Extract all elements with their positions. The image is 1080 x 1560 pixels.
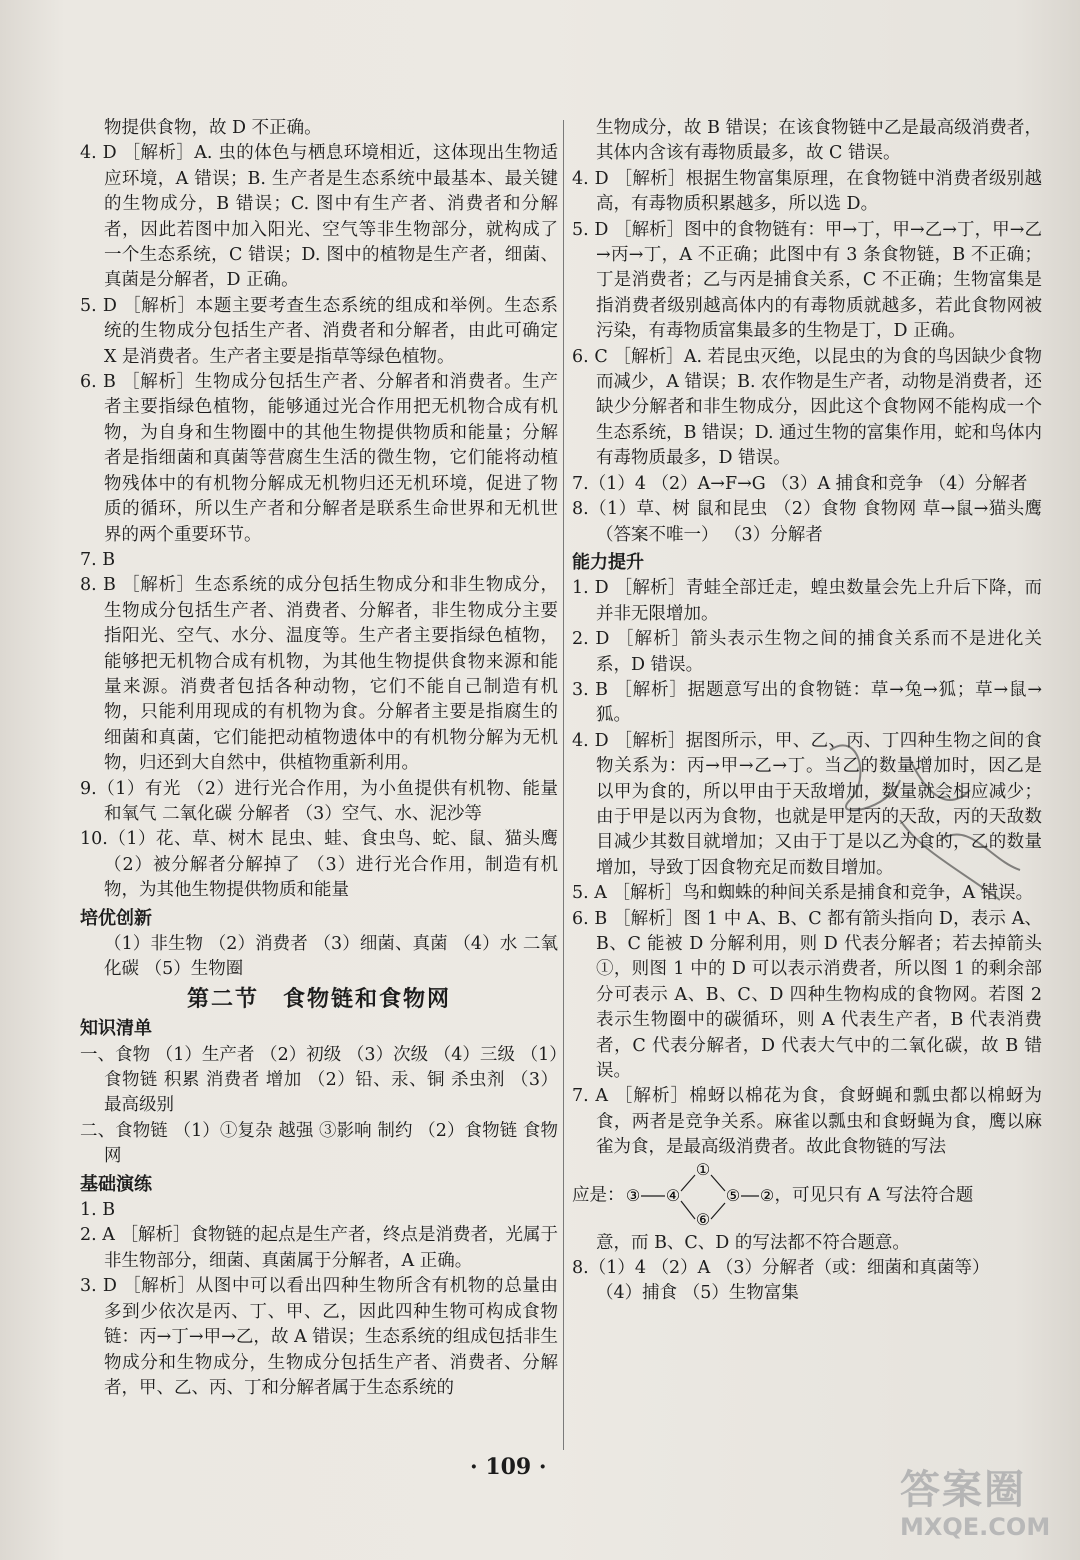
answer-item: 物提供食物，故 D 不正确。 (104, 118, 322, 138)
answer-item: 4. D ［解析］根据生物富集原理，在食物链中消费者级别越高，有毒物质积累越多，所以选 D。 (572, 168, 1042, 215)
answer-item: 1. B (80, 1200, 116, 1221)
answer-item: （1）非生物 （2）消费者 （3）细菌、真菌 （4）水 二氧化碳 （5）生物圈 (104, 934, 558, 980)
answer-item: 7. A ［解析］棉蚜以棉花为食，食蚜蝇和瓢虫都以棉蚜为食，两者是竞争关系。麻雀以瓢虫和食蚜蝇为食，鹰以麻雀为食，是最高级消费者。故此食物链的写法 (572, 1086, 1042, 1158)
answer-item: 1. D ［解析］青蛙全部迁走，蝗虫数量会先上升后下降，而并非无限增加。 (572, 578, 1042, 624)
diagram-suffix: ，可见只有 A 写法符合题 (774, 1185, 974, 1206)
answer-item: 6. B ［解析］生物成分包括生产者、分解者和消费者。生产者主要指绿色植物，能够通过光合作用把无机物合成有机物，为自身和生物圈中的其他生物提供物质和能量；分解者是指细菌和真菌等营腐生生活的微生物，它们能将动植物残体中的有机物分解成无机物归还无机环境，促进了物质的循环，所以生产者和分解者是联系生命世界和无机世界的两个重要环节。 (80, 372, 558, 545)
diagram-node: ② (759, 1185, 774, 1205)
answer-item: 5. D ［解析］本题主要考查生态系统的组成和举例。生态系统的生物成分包括生产者、消费者和分解者，由此可确定 X 是消费者。生产者主要是指草等绿色植物。 (80, 295, 558, 367)
answer-item: 生物成分，故 B 错误；在该食物链中乙是最高级消费者，其体内含该有毒物质最多，故 C 错误。 (596, 118, 1042, 164)
diagram-node: ⑥ (695, 1209, 710, 1229)
answer-item: 意，而 B、C、D 的写法都不符合题意。 (596, 1232, 910, 1253)
answer-item: 8.（1）4 （2）A （3）分解者（或：细菌和真菌等） (572, 1258, 990, 1279)
answer-item: 8.（1）草、树 鼠和昆虫 （2）食物 食物网 草→鼠→猫头鹰（答案不唯一） （3）分解者 (572, 499, 1042, 545)
answer-item: 2. A ［解析］食物链的起点是生产者，终点是消费者，光属于非生物部分，细菌、真菌属于分解者，A 正确。 (80, 1225, 558, 1271)
column-divider (563, 120, 564, 1450)
answer-item: 一、食物 （1）生产者 （2）初级 （3）次级 （4）三级 （1）食物链 积累 消费者 增加 （2）铅、汞、铜 杀虫剂 （3）最高级别 (80, 1044, 558, 1116)
diagram-arrow (681, 1201, 695, 1219)
answer-item: 5. A ［解析］鸟和蜘蛛的种间关系是捕食和竞争，A 错误。 (572, 883, 1034, 904)
diagram-arrow (681, 1175, 695, 1191)
page-number: · 109 · (470, 1454, 547, 1480)
diagram-node: ⑤ (725, 1185, 740, 1205)
answer-item: 3. B ［解析］据题意写出的食物链：草→兔→狐；草→鼠→狐。 (572, 679, 1042, 726)
site-watermark (900, 1458, 1070, 1554)
watermark-en: MXQE.COM (900, 1513, 1051, 1541)
answer-item: 10.（1）花、草、树木 昆虫、蛙、食虫鸟、蛇、鼠、猫头鹰 （2）被分解者分解掉了 （3）进行光合作用，制造有机物，为其他生物提供物质和能量 (80, 829, 558, 901)
food-chain-diagram (625, 1161, 775, 1231)
diagram-prefix: 应是： (572, 1185, 625, 1206)
food-chain-diagram-line (572, 1161, 1042, 1231)
section-heading: 培优创新 (80, 907, 152, 929)
answer-item: 6. C ［解析］A. 若昆虫灭绝，以昆虫的为食的鸟因缺少食物而减少，A 错误；B. 农作物是生产者，动物是消费者，还缺少分解者和非生物成分，因此这个食物网不能构成一个生态系统，B 错误；D. 通过生物的富集作用，蛇和鸟体内有毒物质最多，D 错误。 (572, 346, 1042, 469)
answer-item: 二、食物链 （1）①复杂 越强 ③影响 制约 （2）食物链 食物网 (80, 1120, 558, 1167)
answer-item: 4. D ［解析］A. 虫的体色与栖息环境相近，这体现出生物适应环境，A 错误；B. 生产者是生态系统中最基本、最关键的生物成分，B 错误；C. 图中有生产者、消费者和分解者，因此若图中加入阳光、空气等非生物部分，就构成了一个生态系统，C 错误；D. 图中的植物是生产者，细菌、真菌是分解者，D 正确。 (80, 143, 558, 291)
answer-item: 5. D ［解析］图中的食物链有：甲→丁，甲→乙→丁，甲→乙→丙→丁，A 不正确；此图中有 3 条食物链，B 不正确；丁是消费者；乙与丙是捕食关系，C 不正确；生物富集是指消费者级别越高体内的有毒物质就越多，若此食物网被污染，有毒物质富集最多的生物是丁，D 正确。 (572, 219, 1042, 342)
answer-item: 3. D ［解析］从图中可以看出四种生物所含有机物的总量由多到少依次是丙、丁、甲、乙，因此四种生物可构成食物链：丙→丁→甲→乙，故 A 错误；生态系统的组成包括非生物成分和生物成分，生物成分包括生产者、消费者、分解者，甲、乙、丙、丁和分解者属于生态系统的 (80, 1276, 558, 1398)
section-heading: 知识清单 (80, 1018, 152, 1040)
diagram-arrow (711, 1175, 725, 1191)
answer-item: 9.（1）有光 （2）进行光合作用，为小鱼提供有机物、能量和氧气 二氧化碳 分解者 （3）空气、水、泥沙等 (80, 778, 558, 824)
diagram-node: ④ (665, 1185, 680, 1205)
chapter-section-title: 第二节 食物链和食物网 (186, 985, 451, 1012)
answer-item: （4）捕食 （5）生物富集 (596, 1283, 799, 1304)
left-column (80, 116, 558, 1401)
answer-item: 8. B ［解析］生态系统的成分包括生物成分和非生物成分，生物成分包括生产者、消费者、分解者，非生物成分主要指阳光、空气、水分、温度等。生产者主要指绿色植物，能够把无机物合成有机物，为其他生物提供食物来源和能量来源。消费者包括各种动物，它们不能自己制造有机物，只能利用现成的有机物为食。分解者主要是指腐生的细菌和真菌，它们能把动植物遗体中的有机物分解为无机物，归还到大自然中，供植物重新利用。 (80, 575, 558, 774)
answer-item: 4. D ［解析］据图所示，甲、乙、丙、丁四种生物之间的食物关系为：丙→甲→乙→丁。当乙的数量增加时，因乙是以甲为食的，所以甲由于天敌增加，数量就会相应减少；由于甲是以丙为食物，也就是甲是丙的天敌，丙的天敌数目减少其数目就增加；又由于丁是以乙为食的，乙的数量增加，导致丁因食物充足而数目增加。 (572, 730, 1042, 878)
watermark-cn: 答案圈 (900, 1467, 1026, 1513)
answer-item: 6. B ［解析］图 1 中 A、B、C 都有箭头指向 D，表示 A、B、C 能被 D 分解利用，则 D 代表分解者；若去掉箭头①，则图 1 中的 D 可以表示消费者，所以图 1 的剩余部分可表示 A、B、C、D 四种生物构成的食物网。若图 2 表示生物圈中的碳循环，则 A 代表生产者，B 代表消费者，C 代表分解者，D 代表大气中的二氧化碳，故 B 错误。 (572, 908, 1042, 1082)
diagram-node: ① (695, 1160, 710, 1179)
answer-item: 7.（1）4 （2）A→F→G （3）A 捕食和竞争 （4）分解者 (572, 473, 1028, 494)
diagram-node: ③ (625, 1185, 640, 1205)
section-heading: 基础演练 (80, 1173, 152, 1195)
answer-item: 7. B (80, 549, 116, 570)
diagram-arrow (711, 1203, 725, 1219)
right-column (572, 116, 1042, 1307)
answer-item: 2. D ［解析］箭头表示生物之间的捕食关系而不是进化关系，D 错误。 (572, 629, 1042, 675)
section-heading: 能力提升 (572, 551, 644, 573)
